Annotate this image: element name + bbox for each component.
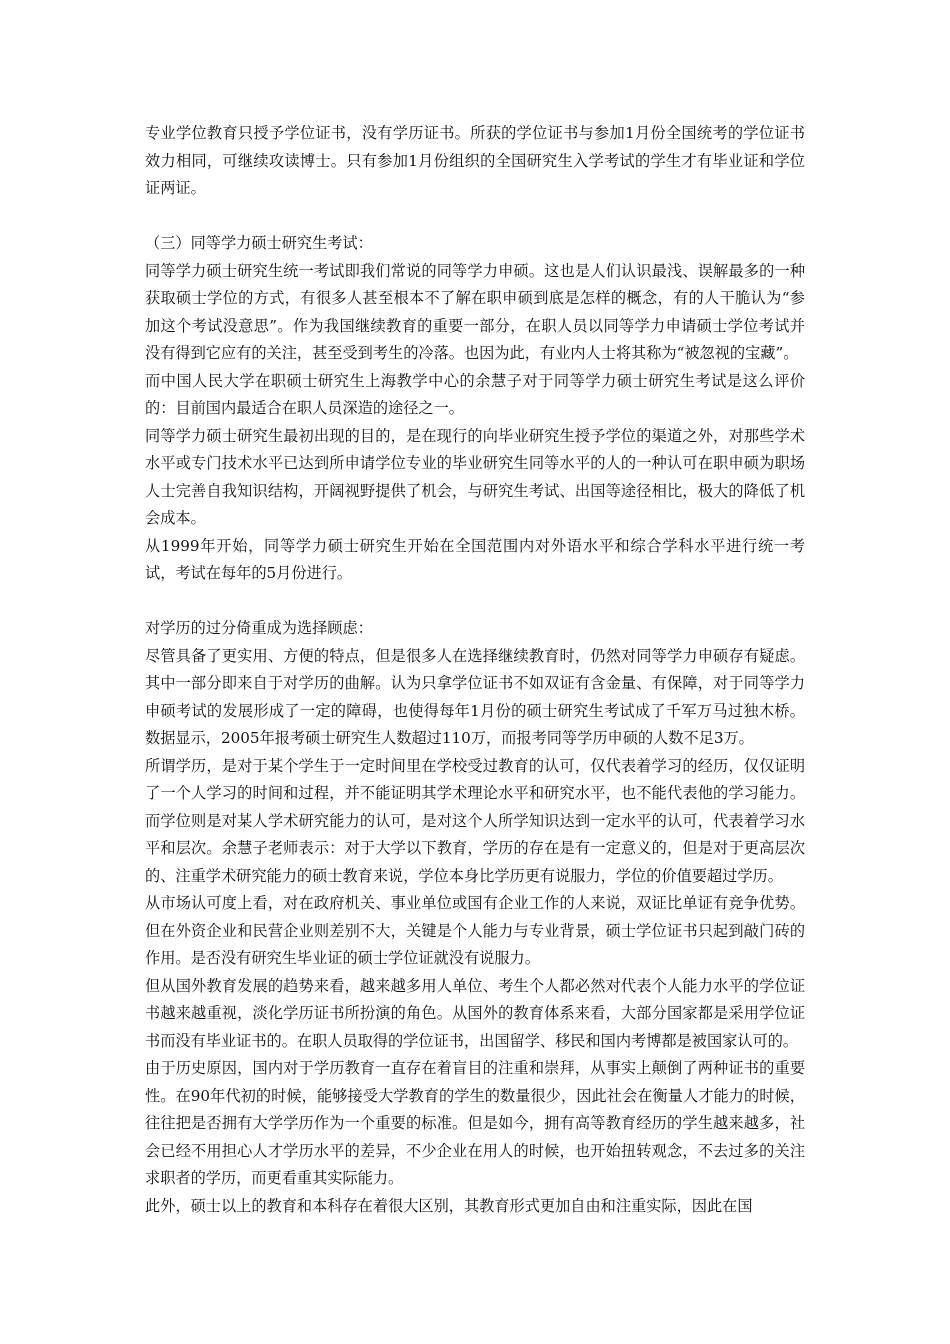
section-heading-over-reliance-on-diploma: 对学历的过分倚重成为选择顾虑：	[145, 619, 373, 637]
document-body	[145, 120, 805, 1220]
blank-line	[145, 203, 805, 231]
paragraph-renmin-university-evaluation: 而中国人民大学在职硕士研究生上海教学中心的余慧子对于同等学力硕士研究生考试是这么评价的：目前国内最适合在职人员深造的途径之一。	[145, 371, 805, 417]
paragraph-professional-degree: 专业学位教育只授予学位证书，没有学历证书。所获的学位证书与参加1月份全国统考的学位证书效力相同，可继续攻读博士。只有参加1月份组织的全国研究生入学考试的学生才有毕业证和学位证两证。	[145, 124, 805, 197]
paragraph-doubts: 尽管具备了更实用、方便的特点，但是很多人在选择继续教育时，仍然对同等学力申硕存有疑虑。其中一部分即来自于对学历的曲解。认为只拿学位证书不如双证有含金量、有保障，对于同等学力申硕考试的发展形成了一定的障碍，也使得每年1月份的硕士研究生考试成了千军万马过独木桥。数据显示，2005年报考硕士研究生人数超过110万，而报考同等学历申硕的人数不足3万。	[145, 646, 805, 747]
paragraph-diploma-vs-degree: 所谓学历，是对于某个学生于一定时间里在学校受过教育的认可，仅代表着学习的经历，仅仅证明了一个人学习的时间和过程，并不能证明其学术理论水平和研究水平，也不能代表他的学习能力。而学位则是对某人学术研究能力的认可，是对这个人所学知识达到一定水平的认可，代表着学习水平和层次。余慧子老师表示：对于大学以下教育，学历的存在是有一定意义的，但是对于更高层次的、注重学术研究能力的硕士教育来说，学位本身比学历更有说服力，学位的价值要超过学历。	[145, 756, 805, 885]
paragraph-equivalent-study-intro: 同等学力硕士研究生统一考试即我们常说的同等学力申硕。这也是人们认识最浅、误解最多的一种获取硕士学位的方式，有很多人甚至根本不了解在职申硕到底是怎样的概念，有的人干脆认为“参加这个考试没意思”。作为我国继续教育的重要一部分，在职人员以同等学力申请硕士学位考试并没有得到它应有的关注，甚至受到考生的冷落。也因为此，有业内人士将其称为“被忽视的宝藏”。	[145, 261, 805, 362]
section-heading-equivalent-study-exam: （三）同等学力硕士研究生考试：	[145, 234, 373, 252]
paragraph-since-1999: 从1999年开始，同等学力硕士研究生开始在全国范围内对外语水平和综合学科水平进行统一考试，考试在每年的5月份进行。	[145, 536, 805, 582]
paragraph-market-recognition: 从市场认可度上看，对在政府机关、事业单位或国有企业工作的人来说，双证比单证有竞争优势。但在外资企业和民营企业则差别不大，关键是个人能力与专业背景，硕士学位证书只起到敲门砖的作用。是否没有研究生毕业证的硕士学位证就没有说服力。	[145, 894, 805, 967]
blank-line	[145, 588, 805, 616]
paragraph-in-addition: 此外，硕士以上的教育和本科存在着很大区别，其教育形式更加自由和注重实际，因此在国	[145, 1196, 753, 1215]
paragraph-original-purpose: 同等学力硕士研究生最初出现的目的，是在现行的向毕业研究生授予学位的渠道之外，对那些学术水平或专门技术水平已达到所申请学位专业的毕业研究生同等水平的人的一种认可在职申硕为职场人士完善自我知识结构，开阔视野提供了机会，与研究生考试、出国等途径相比，极大的降低了机会成本。	[145, 426, 805, 527]
paragraph-foreign-trend: 但从国外教育发展的趋势来看，越来越多用人单位、考生个人都必然对代表个人能力水平的学位证书越来越重视，淡化学历证书所扮演的角色。从国外的教育体系来看，大部分国家都是采用学位证书而没有毕业证书的。在职人员取得的学位证书，出国留学、移民和国内考博都是被国家认可的。	[145, 976, 805, 1050]
paragraph-historical-reasons: 由于历史原因，国内对于学历教育一直存在着盲目的注重和崇拜，从事实上颠倒了两种证书的重要性。在90年代初的时候，能够接受大学教育的学生的数量很少，因此社会在衡量人才能力的时候，往往把是否拥有大学学历作为一个重要的标准。但是如今，拥有高等教育经历的学生越来越多，社会已经不用担心人才学历水平的差异，不少企业在用人的时候，也开始扭转观念，不去过多的关注求职者的学历，而更看重其实际能力。	[145, 1059, 805, 1187]
